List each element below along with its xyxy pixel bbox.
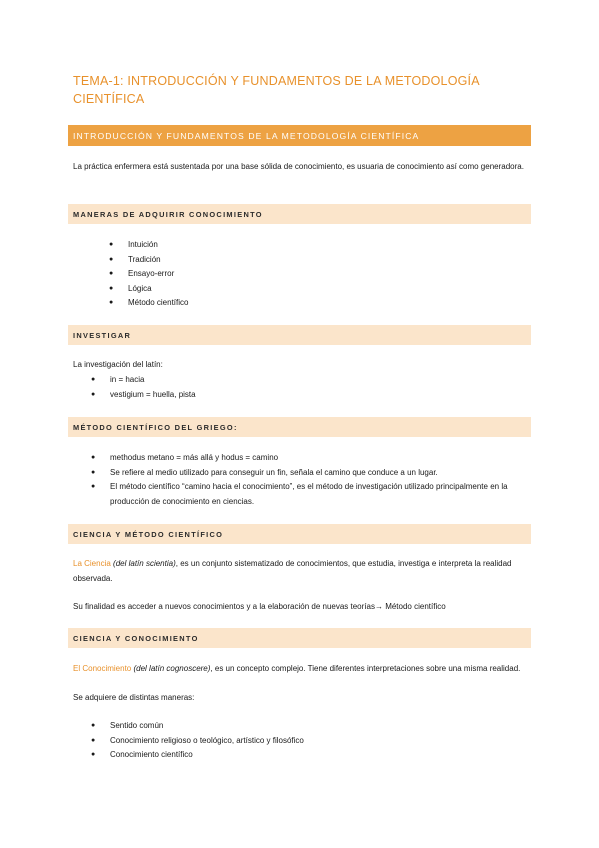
bullet-icon: ●: [109, 270, 114, 278]
section-header-text: CIENCIA Y MÉTODO CIENTÍFICO: [73, 529, 224, 539]
section-header-metodo: [68, 417, 531, 437]
section-header-text: MANERAS DE ADQUIRIR CONOCIMIENTO: [73, 209, 263, 219]
list-item: ● vestigium = huella, pista: [110, 388, 196, 403]
bullet-icon: ●: [91, 483, 96, 491]
list-item: ● Lógica: [128, 282, 188, 297]
main-section-header-text: INTRODUCCIÓN Y FUNDAMENTOS DE LA METODOLOGÍA CIENTÍFICA: [73, 130, 420, 141]
investigar-intro: La investigación del latín:: [73, 360, 163, 369]
bullet-icon: ●: [91, 376, 96, 383]
section-header-ciencia-conocimiento: [68, 628, 531, 648]
conocimiento-ways-intro: Se adquiere de distintas maneras:: [73, 693, 195, 702]
section-header-text: MÉTODO CIENTÍFICO DEL GRIEGO:: [73, 422, 238, 432]
ciencia-purpose: Su finalidad es acceder a nuevos conocimientos y a la elaboración de nuevas teorías→ Método científico: [73, 602, 446, 611]
bullet-icon: ●: [91, 390, 96, 398]
ciencia-term: La Ciencia: [73, 559, 111, 568]
list-item: ● Conocimiento religioso o teológico, artístico y filosófico: [110, 734, 304, 749]
list-item: ● methodus metano = más allá y hodus = camino: [110, 451, 510, 466]
bullet-icon: ●: [91, 751, 96, 759]
conocimiento-definition: [73, 662, 528, 677]
bullet-icon: ●: [91, 722, 96, 729]
section-header-text: INVESTIGAR: [73, 330, 132, 340]
conocimiento-definition-text: , es un concepto complejo. Tiene diferentes interpretaciones sobre una misma realidad.: [210, 664, 521, 673]
conocimiento-list: [91, 719, 304, 763]
bullet-icon: ●: [91, 454, 96, 461]
section-header-text: CIENCIA Y CONOCIMIENTO: [73, 633, 199, 643]
ciencia-definition-text: , es un conjunto sistematizado de conocimientos, que estudia, investiga e interpreta la realidad observada.: [73, 559, 512, 583]
metodo-list: [91, 451, 510, 509]
list-item: ● Ensayo-error: [128, 267, 188, 282]
document-title: TEMA-1: INTRODUCCIÓN Y FUNDAMENTOS DE LA METODOLOGÍA CIENTÍFICA: [73, 74, 480, 106]
section-header-maneras: [68, 204, 531, 224]
intro-paragraph: La práctica enfermera está sustentada por una base sólida de conocimiento, es usuaria de conocimiento así como generadora.: [73, 162, 524, 171]
ciencia-definition: [73, 557, 528, 586]
bullet-icon: ●: [109, 299, 114, 307]
bullet-icon: ●: [109, 255, 114, 263]
section-header-ciencia-metodo: [68, 524, 531, 544]
list-item: ● Tradición: [128, 253, 188, 268]
bullet-icon: ●: [91, 736, 96, 744]
list-item: ● in = hacia: [110, 373, 196, 388]
maneras-list: [109, 238, 189, 311]
list-item: ● Sentido común: [110, 719, 304, 734]
investigar-list: [91, 373, 196, 402]
section-header-investigar: [68, 325, 531, 345]
bullet-icon: ●: [91, 468, 96, 476]
list-item: ● Método científico: [128, 296, 188, 311]
bullet-icon: ●: [109, 284, 114, 292]
list-item: ● Intuición: [128, 238, 188, 253]
list-item: ● El método científico “camino hacia el conocimiento”, es el método de investigación utilizado principalmente en la producción de conocimiento en ciencias.: [91, 482, 508, 506]
conocimiento-term: El Conocimiento: [73, 664, 132, 673]
conocimiento-term-origin: (del latín cognoscere): [133, 664, 211, 673]
list-item: ● Se refiere al medio utilizado para conseguir un fin, señala el camino que conduce a un lugar.: [110, 466, 510, 481]
main-section-header: [68, 125, 531, 146]
bullet-icon: ●: [109, 241, 114, 248]
ciencia-term-origin: (del latín scientia): [113, 559, 176, 568]
list-item: ● Conocimiento científico: [110, 748, 304, 763]
